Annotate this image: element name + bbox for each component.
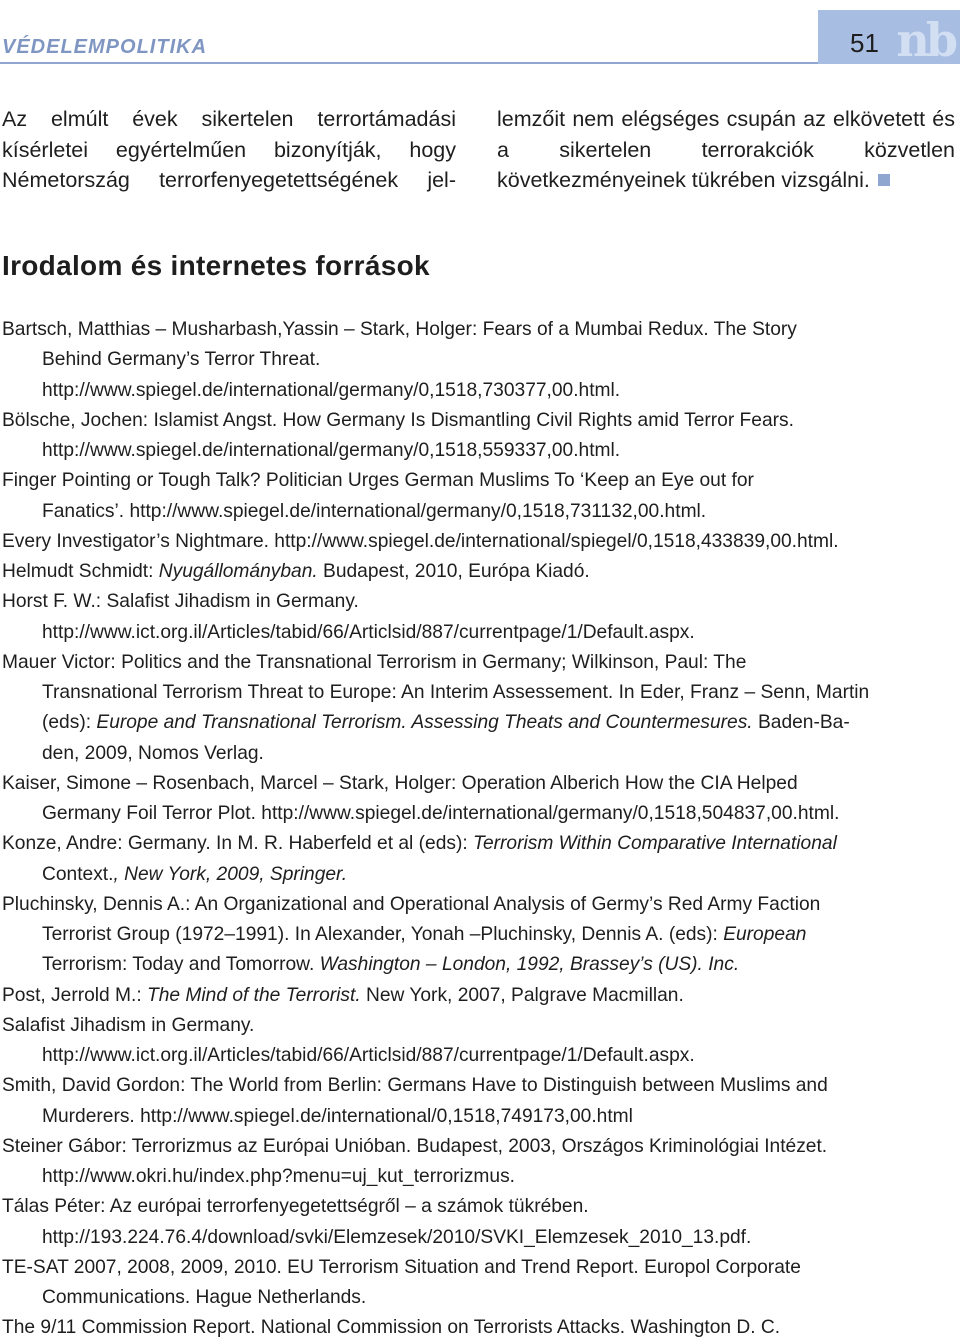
reference-line: den, 2009, Nomos Verlag. — [42, 742, 264, 764]
publication-logo: nb — [896, 13, 954, 67]
reference-line: Germany Foil Terror Plot. http://www.spiegel.de/international/germany/0,1518,504837,00.html. — [42, 803, 840, 824]
reference-line: Horst F. W.: Salafist Jihadism in Germany. — [2, 591, 359, 613]
reference-line: Steiner Gábor: Terrorizmus az Európai Unióban. Budapest, 2003, Országos Kriminológiai Intézet. — [2, 1135, 828, 1157]
reference-line: Murderers. http://www.spiegel.de/international/0,1518,749173,00.html — [42, 1105, 633, 1127]
reference-line: (eds): Europe and Transnational Terrorism. Assessing Theats and Countermesures. Baden-Ba- — [42, 712, 850, 734]
reference-line: Kaiser, Simone – Rosenbach, Marcel – Stark, Holger: Operation Alberich How the CIA Helped — [2, 772, 798, 794]
page-number: 51 — [850, 28, 879, 58]
references-heading: Irodalom és internetes források — [2, 250, 430, 281]
reference-line: http://www.ict.org.il/Articles/tabid/66/Articlsid/887/currentpage/1/Default.aspx. — [42, 621, 695, 643]
reference-line: Finger Pointing or Tough Talk? Politician Urges German Muslims To ‘Keep an Eye out for — [2, 470, 754, 492]
reference-entry — [2, 1192, 957, 1253]
end-of-article-mark — [878, 174, 890, 186]
reference-line: Helmudt Schmidt: Nyugállományban. Budapest, 2010, Európa Kiadó. — [2, 561, 590, 582]
section-title: VÉDELEMPOLITIKA — [2, 36, 208, 58]
intro-column-left: Az elmúlt évek sikertelen terrortámadási kísérletei egyértelműen bizonyítják, hogy Németország terrorfenyegetettségének jel- — [2, 107, 456, 192]
reference-entry — [2, 466, 957, 527]
intro-column-right — [497, 104, 955, 196]
page-number-box — [818, 10, 960, 67]
reference-line: Every Investigator’s Nightmare. http://www.spiegel.de/international/spiegel/0,1518,433839,00.html. — [2, 530, 839, 552]
reference-line: Post, Jerrold M.: The Mind of the Terrorist. New York, 2007, Palgrave Macmillan. — [2, 984, 684, 1006]
reference-line: http://www.spiegel.de/international/germany/0,1518,730377,00.html. — [42, 379, 621, 401]
reference-line: Mauer Victor: Politics and the Transnational Terrorism in Germany; Wilkinson, Paul: The — [2, 651, 747, 673]
reference-entry — [2, 829, 957, 890]
reference-entry — [2, 1071, 957, 1132]
references-list — [2, 315, 957, 1344]
reference-line: http://193.224.76.4/download/svki/Elemzesek/2010/SVKI_Elemzesek_2010_13.pdf. — [42, 1226, 752, 1248]
reference-entry — [2, 1011, 957, 1072]
reference-line: Bölsche, Jochen: Islamist Angst. How Germany Is Dismantling Civil Rights amid Terror Fears. — [2, 409, 794, 431]
reference-line: Transnational Terrorism Threat to Europe: An Interim Assessement. In Eder, Franz – Senn, Martin — [42, 682, 870, 703]
reference-line: Konze, Andre: Germany. In M. R. Haberfeld et al (eds): Terrorism Within Comparative International — [2, 833, 837, 855]
reference-line: Communications. Hague Netherlands. — [42, 1287, 367, 1308]
reference-entry — [2, 406, 957, 467]
reference-line: TE-SAT 2007, 2008, 2009, 2010. EU Terrorism Situation and Trend Report. Europol Corporate — [2, 1256, 801, 1278]
reference-line: Pluchinsky, Dennis A.: An Organizational and Operational Analysis of Germy’s Red Army Faction — [2, 893, 821, 915]
reference-line: Context., New York, 2009, Springer. — [42, 863, 348, 885]
page-header — [0, 0, 960, 70]
reference-line: Smith, David Gordon: The World from Berlin: Germans Have to Distinguish between Muslims and — [2, 1075, 828, 1097]
reference-line: The 9/11 Commission Report. National Commission on Terrorists Attacks. Washington D. C. — [2, 1317, 781, 1339]
reference-entry — [2, 587, 957, 648]
reference-line: Salafist Jihadism in Germany. — [2, 1014, 255, 1036]
reference-entry — [2, 1313, 957, 1343]
reference-entry — [2, 648, 957, 769]
reference-entry — [2, 769, 957, 830]
reference-entry — [2, 315, 957, 406]
reference-line: Bartsch, Matthias – Musharbash,Yassin – Stark, Holger: Fears of a Mumbai Redux. The Story — [2, 319, 797, 340]
header-rule — [0, 62, 818, 64]
intro-right-text: lemzőit nem elégséges csupán az elkövetett és a sikertelen terrorakciók közvetlen következményeinek tükrében vizsgálni. — [497, 107, 955, 192]
reference-line: Tálas Péter: Az európai terrorfenyegetettségről – a számok tükrében. — [2, 1196, 589, 1218]
reference-line: Fanatics’. http://www.spiegel.de/international/germany/0,1518,731132,00.html. — [42, 500, 707, 522]
reference-line: http://www.okri.hu/index.php?menu=uj_kut_terrorizmus. — [42, 1166, 515, 1187]
reference-line: http://www.ict.org.il/Articles/tabid/66/Articlsid/887/currentpage/1/Default.aspx. — [42, 1045, 695, 1066]
reference-entry — [2, 890, 957, 981]
reference-line: http://www.spiegel.de/international/germany/0,1518,559337,00.html. — [42, 440, 621, 461]
reference-line: Terrorist Group (1972–1991). In Alexander, Yonah –Pluchinsky, Dennis A. (eds): European — [42, 924, 807, 945]
reference-line: Behind Germany’s Terror Threat. — [42, 349, 321, 371]
reference-entry — [2, 1253, 957, 1314]
reference-line: Terrorism: Today and Tomorrow. Washington – London, 1992, Brassey’s (US). Inc. — [42, 954, 740, 976]
reference-entry — [2, 557, 957, 587]
reference-entry — [2, 527, 957, 557]
reference-entry — [2, 1132, 957, 1193]
reference-entry — [2, 981, 957, 1011]
